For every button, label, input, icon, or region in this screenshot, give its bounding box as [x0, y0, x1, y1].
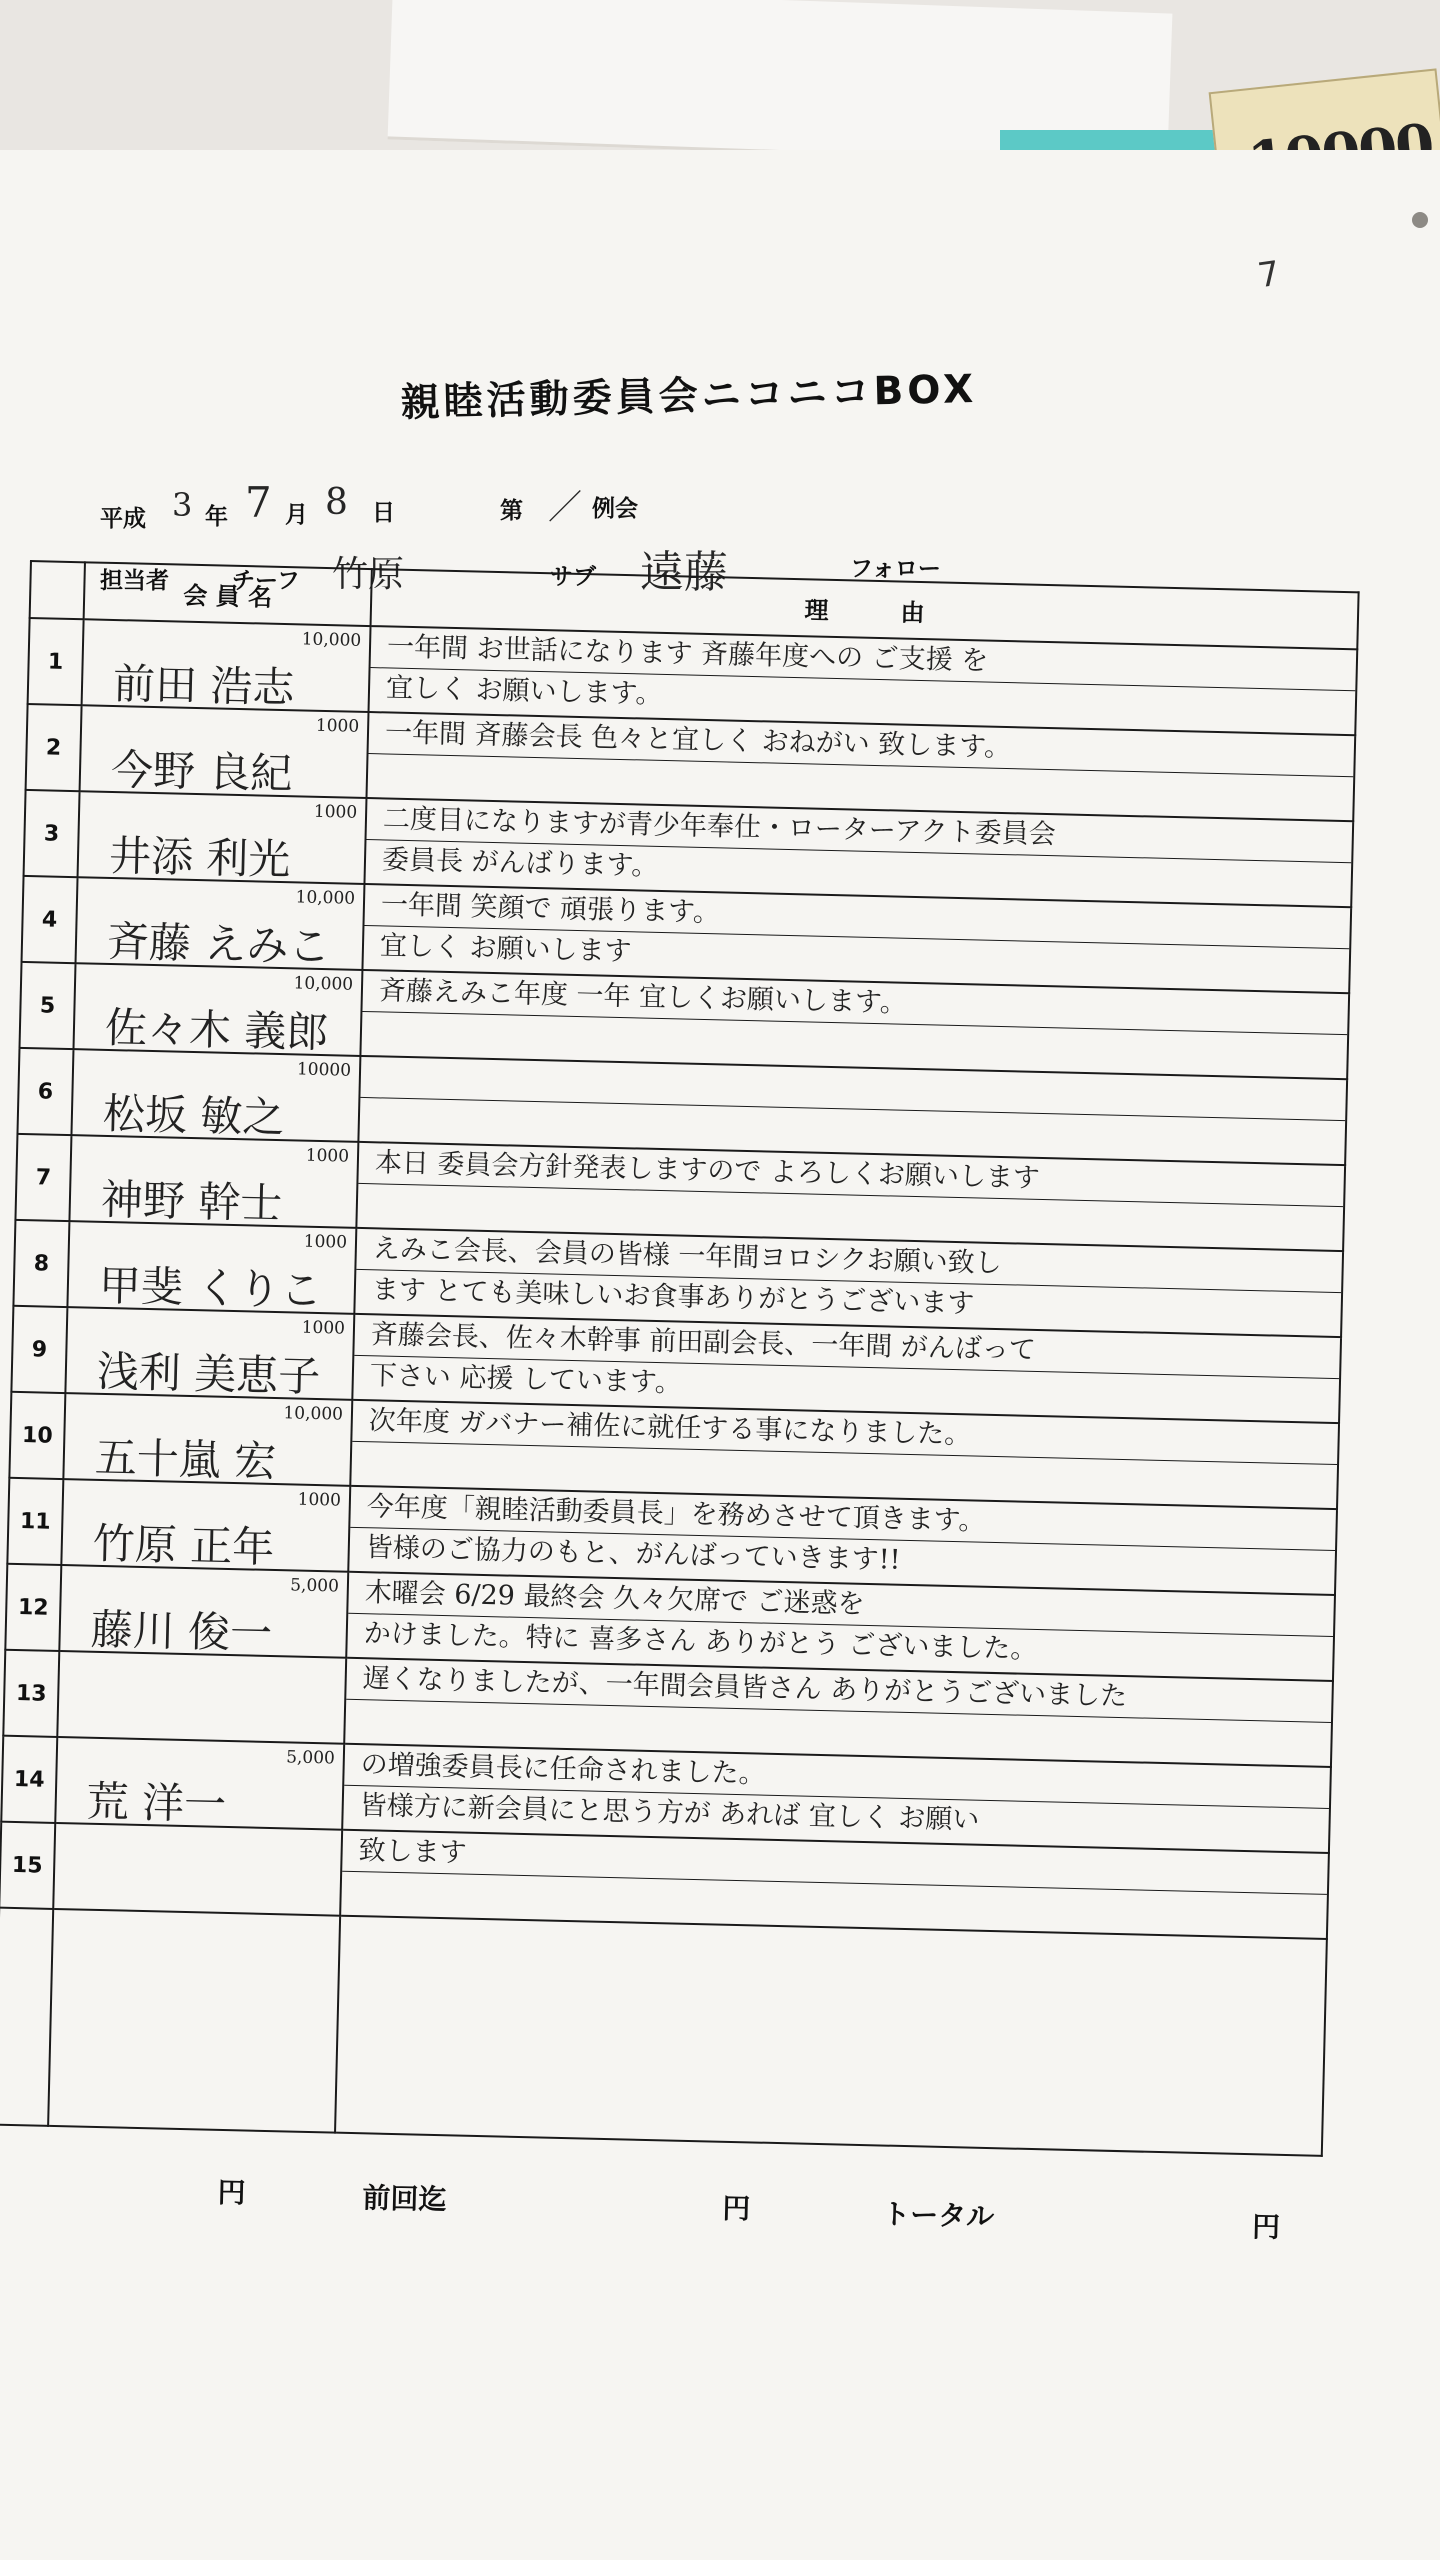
member-name: 佐々木 義郎: [104, 1002, 329, 1058]
member-name-cell: [59, 1565, 348, 1658]
sub-name: 遠藤: [640, 547, 728, 598]
member-name-cell: [71, 1049, 360, 1142]
member-name-cell: [76, 877, 365, 970]
member-name-cell: [53, 1823, 342, 1916]
header-reason: 理 由: [371, 569, 1359, 649]
reason-line: の増強委員長に任命されました。: [344, 1745, 1330, 1809]
year-value: 3: [172, 486, 193, 524]
row-number: 8: [13, 1220, 69, 1307]
member-name-cell: [69, 1135, 358, 1228]
follow-label: フォロー: [850, 556, 941, 582]
reason-line: 遅くなりましたが、一年間会員皆さん ありがとうございました: [346, 1659, 1332, 1723]
member-name-cell: [67, 1221, 356, 1314]
reason-line: 宜しく お願いします。: [385, 672, 663, 710]
member-name: 前田 浩志: [112, 658, 295, 713]
row-number: 7: [15, 1134, 71, 1221]
blank-cell: [48, 1909, 340, 2133]
member-name: 浅利 美恵子: [96, 1346, 321, 1402]
header-no: [30, 561, 85, 619]
row-number: 10: [9, 1392, 65, 1479]
member-name: 竹原 正年: [92, 1518, 275, 1573]
row-number: 14: [1, 1736, 57, 1823]
reason-line: 宜しく お願いします: [379, 930, 632, 968]
reason-line: 皆様のご協力のもと、がんばっていきます!!: [365, 1532, 901, 1576]
member-name-cell: [78, 791, 367, 884]
donation-amount: 10,000: [301, 629, 362, 651]
row-number: 1: [28, 618, 84, 705]
previous-label: 前回迄: [362, 2181, 447, 2217]
row-number: 12: [5, 1564, 61, 1651]
member-name-cell: [82, 619, 371, 712]
previous-yen: 円: [721, 2191, 751, 2226]
chief-name: 竹原: [332, 554, 405, 595]
member-name: 井添 利光: [108, 830, 291, 885]
reason-line: かけました。特に 喜多さん ありがとう ございました。: [363, 1618, 1038, 1666]
meeting-prefix: 第: [500, 498, 523, 524]
member-name: 今野 良紀: [110, 744, 293, 799]
donation-amount: 10000: [296, 1059, 352, 1081]
sub-label: サブ: [550, 564, 596, 590]
day-label: 日: [372, 500, 395, 526]
row-number: 2: [26, 704, 82, 791]
reason-line: 一年間 お世話になります 斉藤年度への ご支援 を: [371, 627, 1357, 691]
today-yen: 円: [217, 2175, 246, 2210]
day-value: 8: [325, 482, 348, 523]
meeting-number: ／: [548, 488, 582, 528]
row-number: 4: [22, 876, 78, 963]
blank-cell: [0, 1908, 53, 2126]
era-label: 平成: [100, 506, 146, 532]
reason-line: 致します: [342, 1831, 1328, 1895]
donation-amount: 10,000: [283, 1403, 344, 1425]
reason-line: 次年度 ガバナー補佐に就任する事になりました。: [352, 1401, 1338, 1465]
row-number: 6: [17, 1048, 73, 1135]
reason-line: 下さい 応援 しています。: [369, 1360, 683, 1399]
donation-amount: 1000: [305, 1145, 350, 1167]
reason-line: 皆様方に新会員にと思う方が あれば 宜しく お願い: [359, 1790, 980, 1836]
reason-line: えみこ会長、会員の皆様 一年間ヨロシクお願い致し: [356, 1229, 1342, 1293]
donation-amount: 5,000: [290, 1575, 340, 1597]
donation-amount: 1000: [315, 715, 360, 737]
member-name-cell: [65, 1307, 354, 1400]
member-name-cell: [61, 1479, 350, 1572]
member-table: [0, 560, 1360, 2287]
binder-hole: [1412, 212, 1428, 228]
total-label: トータル: [881, 2197, 995, 2234]
reason-line: ます とても美味しいお食事ありがとうございます: [371, 1274, 975, 1320]
reason-line: 斉藤会長、佐々木幹事 前田副会長、一年間 がんばって: [354, 1315, 1340, 1379]
donation-amount: 10,000: [295, 887, 356, 909]
row-number: 5: [20, 962, 76, 1049]
reason-line: 一年間 斉藤会長 色々と宜しく おねがい 致します。: [369, 713, 1355, 777]
blank-cell: [335, 1916, 1327, 2156]
donation-amount: 1000: [301, 1317, 346, 1339]
reason-line: 今年度「親睦活動委員長」を務めさせて頂きます。: [350, 1487, 1336, 1551]
donation-amount: 1000: [303, 1231, 348, 1253]
reason-line: 木曜会 6/29 最終会 久々欠席で ご迷惑を: [348, 1573, 1334, 1637]
member-name-cell: [55, 1737, 344, 1830]
member-name: 斉藤 えみこ: [106, 916, 331, 972]
blank-row: [0, 1908, 1327, 2156]
header-member-name: 会 員 名: [84, 562, 372, 626]
reason-line: 斉藤えみこ年度 一年 宜しくお願いします。: [362, 971, 1348, 1035]
month-value: 7: [245, 478, 272, 527]
chief-label: チーフ: [232, 568, 300, 594]
member-name: 藤川 俊一: [90, 1604, 273, 1658]
donation-amount: 10,000: [293, 973, 354, 995]
member-name-cell: [80, 705, 369, 798]
month-label: 月: [285, 502, 308, 528]
row-number: 9: [11, 1306, 67, 1393]
today-label: [0, 2165, 1, 2206]
member-name: 松坂 敏之: [102, 1088, 285, 1143]
member-name-cell: [63, 1393, 352, 1486]
row-number: 3: [24, 790, 80, 877]
donation-amount: 1000: [297, 1489, 342, 1511]
row-number: 11: [7, 1478, 63, 1565]
reason-line: 一年間 笑顔で 頑張ります。: [364, 885, 1350, 949]
member-name: 甲斐 くりこ: [98, 1260, 323, 1316]
meeting-suffix: 例会: [592, 496, 638, 522]
member-name: 荒 洋一: [86, 1776, 227, 1829]
row-number: 13: [3, 1650, 59, 1737]
donation-amount: 5,000: [285, 1747, 336, 1769]
page-number: 7: [1255, 253, 1283, 297]
person-in-charge-label: 担当者: [100, 568, 169, 594]
member-name: 神野 幹士: [100, 1174, 283, 1229]
member-name: 五十嵐 宏: [94, 1432, 277, 1487]
total-yen: 円: [1251, 2210, 1281, 2244]
document-title: 親睦活動委員会ニコニコBOX: [400, 366, 978, 426]
donation-amount: 1000: [313, 801, 358, 823]
member-name-cell: [73, 963, 362, 1056]
reason-line: 二度目になりますが青少年奉仕・ローターアクト委員会: [366, 799, 1352, 863]
row-number: 15: [0, 1822, 55, 1909]
member-name-cell: [57, 1651, 346, 1744]
reason-line: 委員長 がんばります。: [381, 844, 659, 882]
year-label: 年: [205, 504, 228, 530]
reason-line: 本日 委員会方針発表しますので よろしくお願いします: [358, 1143, 1344, 1207]
